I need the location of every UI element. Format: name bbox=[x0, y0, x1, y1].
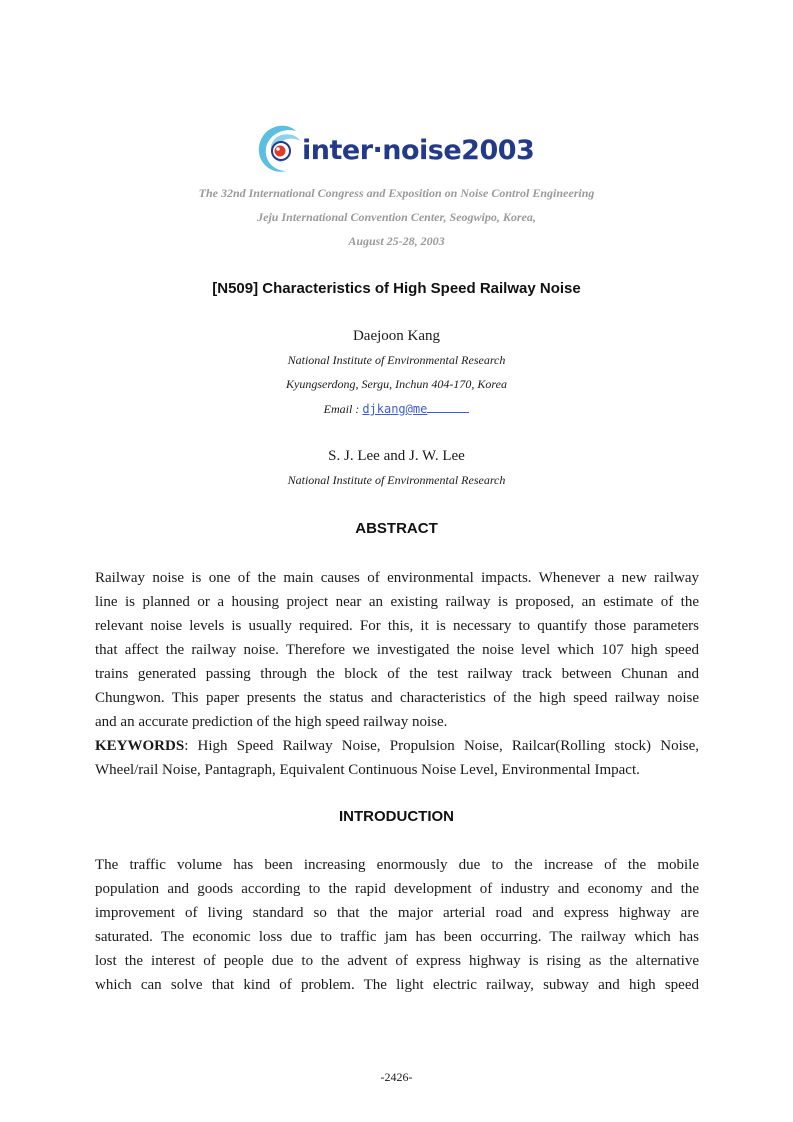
intro-line: saturated. The economic loss due to traffic jam has been occurring. The railway which has bbox=[95, 929, 699, 945]
abstract-line: Chungwon. This paper presents the status and characteristics of the high speed railway noise bbox=[95, 690, 699, 706]
intro-line: improvement of living standard so that the major arterial road and express highway are bbox=[95, 905, 699, 921]
abstract-line: relevant noise levels is usually required. For this, it is necessary to quantify those parameters bbox=[95, 618, 699, 634]
logo-text: inter·noise2003 bbox=[302, 135, 535, 166]
abstract-line: that affect the railway noise. Therefore we investigated the noise level which 107 high speed bbox=[95, 642, 699, 658]
author-name: Daejoon Kang bbox=[352, 328, 441, 344]
keywords-label: KEYWORDS bbox=[95, 738, 185, 754]
keywords-line bbox=[95, 734, 699, 758]
introduction-heading: INTRODUCTION bbox=[339, 808, 454, 825]
conference-dates: August 25-28, 2003 bbox=[348, 234, 445, 248]
author-email-line bbox=[0, 401, 793, 417]
conference-name: The 32nd International Congress and Exposition on Noise Control Engineering bbox=[198, 186, 595, 200]
email-link[interactable]: djkang@me bbox=[362, 402, 428, 416]
coauthor-affiliation: National Institute of Environmental Research bbox=[287, 473, 506, 487]
coauthor-names: S. J. Lee and J. W. Lee bbox=[328, 448, 465, 464]
conference-venue: Jeju International Convention Center, Seogwipo, Korea, bbox=[257, 210, 536, 224]
author-affiliation: National Institute of Environmental Research bbox=[287, 353, 506, 367]
logo-swirl-icon bbox=[256, 121, 306, 177]
abstract-line: trains generated passing through the block of the test railway track between Chunan and bbox=[95, 666, 699, 682]
abstract-line: line is planned or a housing project near an existing railway is proposed, an estimate of the bbox=[95, 594, 699, 610]
intro-line: population and goods according to the rapid development of industry and economy and the bbox=[95, 881, 699, 897]
intro-line: lost the interest of people due to the advent of express highway is rising as the alternative bbox=[95, 953, 699, 969]
abstract-heading: ABSTRACT bbox=[355, 520, 438, 537]
paper-title: [N509] Characteristics of High Speed Railway Noise bbox=[212, 280, 581, 297]
introduction-body bbox=[95, 853, 699, 997]
author-address: Kyungserdong, Sergu, Inchun 404-170, Korea bbox=[286, 377, 507, 391]
keywords-line-2: Wheel/rail Noise, Pantagraph, Equivalent Continuous Noise Level, Environmental Impact. bbox=[95, 762, 640, 778]
intro-line: The traffic volume has been increasing enormously due to the increase of the mobile bbox=[95, 857, 699, 873]
page-number: -2426- bbox=[380, 1070, 413, 1084]
abstract-body bbox=[95, 566, 699, 782]
keywords-text: : High Speed Railway Noise, Propulsion Noise, Railcar(Rolling stock) Noise, bbox=[184, 738, 699, 754]
abstract-line: and an accurate prediction of the high speed railway noise. bbox=[95, 714, 448, 730]
conference-logo bbox=[256, 121, 546, 177]
email-label: Email : bbox=[323, 402, 360, 416]
intro-line: which can solve that kind of problem. The light electric railway, subway and high speed bbox=[95, 977, 699, 993]
abstract-line: Railway noise is one of the main causes of environmental impacts. Whenever a new railway bbox=[95, 570, 699, 586]
email-underline bbox=[427, 401, 469, 413]
